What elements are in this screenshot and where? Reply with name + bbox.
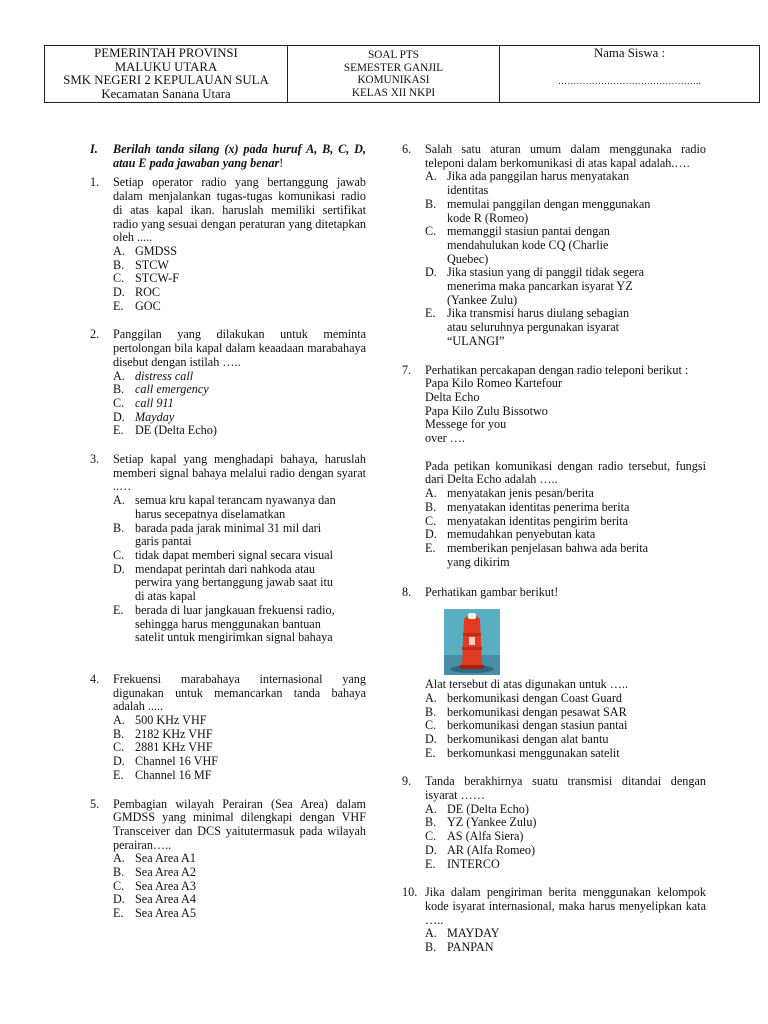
option-d[interactable] [113, 563, 366, 604]
option-letter: E. [113, 767, 124, 782]
question-8 [402, 586, 706, 760]
option-line: Jika ada panggilan harus menyatakan [447, 169, 630, 184]
option-letter: E. [425, 745, 436, 760]
option-letter: E. [113, 906, 124, 921]
option-text: Sea Area A1 [135, 851, 196, 866]
option-letter: B. [113, 257, 125, 272]
option-text [135, 522, 366, 549]
question-5 [90, 798, 366, 921]
option-text [447, 515, 706, 529]
option-line: Jika stasiun yang di panggil tidak segera [447, 265, 644, 280]
option-text: DE (Delta Echo) [447, 801, 529, 816]
option-line: satelit untuk mengirimkan signal bahaya [135, 630, 333, 645]
question-body [113, 176, 366, 313]
option-a[interactable] [425, 803, 706, 817]
question-followup: Alat tersebut di atas digunakan untuk ….. [425, 677, 629, 692]
option-c[interactable] [113, 880, 366, 894]
option-e[interactable] [113, 604, 366, 645]
option-line: mendapat perintah dari nahkoda atau [135, 561, 316, 576]
option-text [447, 225, 706, 266]
option-letter: C. [425, 829, 437, 844]
question-number: 6. [402, 142, 412, 156]
question-body [425, 364, 706, 570]
option-c[interactable] [425, 225, 706, 266]
option-text: ROC [135, 285, 161, 300]
option-c[interactable] [113, 741, 366, 755]
option-text: PANPAN [447, 940, 494, 955]
question-body [425, 775, 706, 871]
subject-line: KOMUNIKASI [357, 74, 430, 87]
option-letter: B. [113, 520, 125, 535]
option-text: Sea Area A4 [135, 892, 196, 907]
instruction-text [113, 143, 366, 170]
option-text: DE (Delta Echo) [135, 423, 217, 438]
question-text: Jika dalam pengiriman berita menggunakan kelompok kode isyarat internasional, maka harus menyelipkan kata ….. [425, 885, 706, 927]
option-text [135, 549, 366, 563]
question-number: 7. [402, 362, 412, 377]
option-a[interactable] [113, 494, 366, 521]
option-d[interactable] [113, 893, 366, 907]
question-body [425, 586, 706, 760]
option-text: 2182 KHz VHF [135, 726, 213, 741]
option-letter: A. [425, 690, 437, 705]
option-letter: D. [113, 561, 125, 576]
option-d[interactable] [113, 755, 366, 769]
question-number: 9. [402, 774, 412, 789]
option-letter: D. [425, 842, 437, 857]
question-body [113, 453, 366, 645]
option-letter: D. [425, 265, 437, 280]
question-text: Pembagian wilayah Perairan (Sea Area) dalam GMDSS yang minimal dilengkapi dengan VHF Transceiver dan DCS yaitutermasuk pada wilayah perairan….. [113, 796, 366, 852]
option-letter: C. [425, 718, 437, 733]
question-3 [90, 453, 366, 645]
option-text: Sea Area A5 [135, 906, 196, 921]
option-b[interactable] [425, 816, 706, 830]
option-text [135, 604, 366, 645]
option-text: MAYDAY [447, 926, 500, 941]
option-line: perwira yang bertanggung jawab saat itu [135, 575, 333, 590]
region-line: MALUKU UTARA [114, 59, 218, 74]
question-2 [90, 328, 366, 438]
option-text: call emergency [135, 382, 209, 397]
option-letter: D. [425, 731, 437, 746]
question-text: Panggilan yang dilakukan untuk meminta pertolongan bila kapal dalam keaadaan marabahaya disebut dengan istilah ….. [113, 327, 366, 369]
option-a[interactable] [113, 370, 366, 384]
semester-line: SEMESTER GANJIL [343, 61, 444, 74]
option-letter: B. [113, 726, 125, 741]
option-d[interactable] [425, 266, 706, 307]
option-letter: C. [425, 224, 437, 239]
option-letter: A. [113, 368, 125, 383]
option-text: AR (Alfa Romeo) [447, 842, 536, 857]
option-a[interactable] [113, 714, 366, 728]
option-e[interactable] [425, 307, 706, 348]
option-text: berkomunkasi menggunakan satelit [447, 745, 620, 760]
option-b[interactable] [113, 383, 366, 397]
header-table [44, 45, 760, 103]
option-text [447, 501, 706, 515]
option-e[interactable] [113, 300, 366, 314]
question-body [113, 328, 366, 438]
option-e[interactable] [113, 907, 366, 921]
option-line: mendahulukan kode CQ (Charlie [447, 237, 609, 252]
question-body [113, 798, 366, 921]
option-letter: C. [113, 271, 125, 286]
option-letter: D. [113, 892, 125, 907]
option-line: identitas [447, 183, 489, 198]
option-line: harus secepatnya diselamatkan [135, 506, 286, 521]
option-line: berada di luar jangkauan frekuensi radio, [135, 602, 335, 617]
option-letter: D. [425, 527, 437, 542]
option-letter: E. [113, 423, 124, 438]
option-line: memanggil stasiun pantai dengan [447, 224, 610, 239]
student-cell [499, 46, 759, 102]
option-d[interactable] [113, 411, 366, 425]
option-text [135, 563, 366, 604]
option-e[interactable] [425, 858, 706, 872]
option-text: call 911 [135, 395, 174, 410]
question-text: Salah satu aturan umum dalam menggunaka radio teleponi dalam berkomunikasi di atas kapal adalah.…. [425, 142, 706, 170]
option-letter: E. [425, 540, 436, 555]
option-text [135, 494, 366, 521]
option-text [447, 307, 706, 348]
option-b[interactable] [425, 941, 706, 955]
option-a[interactable] [113, 852, 366, 866]
option-letter: D. [113, 409, 125, 424]
option-line: atau seluruhnya pergunakan isyarat [447, 320, 620, 335]
province-line: PEMERINTAH PROVINSI [94, 46, 238, 60]
question-text: Perhatikan percakapan dengan radio teleponi berikut : [425, 362, 689, 377]
question-text: Tanda berakhirnya suatu transmisi ditandai dengan isyarat …… [425, 774, 706, 803]
instruction-body: Berilah tanda silang (x) pada huruf A, B, C, D, atau E pada jawaban yang benar [113, 142, 366, 170]
option-line: memudahkan penyebutan kata [447, 527, 596, 542]
option-b[interactable] [113, 259, 366, 273]
option-line: tidak dapat memberi signal secara visual [135, 547, 333, 562]
option-c[interactable] [113, 272, 366, 286]
option-b[interactable] [113, 728, 366, 742]
option-text: berkomunikasi dengan alat bantu [447, 731, 609, 746]
student-name-field[interactable]: ……………………………………….. [558, 75, 701, 86]
class-line: KELAS XII NKPI [351, 86, 436, 99]
option-a[interactable] [425, 927, 706, 941]
question-number: 1. [90, 175, 100, 190]
question-number: 8. [402, 585, 412, 600]
question-number: 4. [90, 671, 100, 686]
question-1 [90, 176, 366, 313]
question-10 [402, 886, 706, 955]
question-4 [90, 673, 366, 783]
exam-cell [287, 46, 499, 102]
option-line: memberikan penjelasan bahwa ada berita [447, 540, 648, 555]
option-b[interactable] [425, 198, 706, 225]
question-text: Setiap operator radio yang bertanggung jawab dalam menjalankan tugas-tugas komunikasi radio di atas kapal ikan. haruslah memiliki sertifikat radio yang sesuai dengan peraturan yang ditetapkan oleh ..... [113, 175, 366, 245]
option-letter: D. [113, 754, 125, 769]
option-letter: C. [113, 547, 125, 562]
option-text: 500 KHz VHF [135, 713, 207, 728]
option-text: Channel 16 VHF [135, 754, 219, 769]
question-number: 2. [90, 327, 100, 342]
question-6 [402, 143, 706, 349]
beacon-cap [468, 613, 476, 619]
option-text [447, 487, 706, 501]
option-letter: B. [113, 382, 125, 397]
option-letter: A. [113, 493, 125, 508]
question-number: 3. [90, 452, 100, 467]
option-letter: A. [425, 801, 437, 816]
option-text: Channel 16 MF [135, 767, 212, 782]
beacon-label [469, 637, 475, 645]
question-7 [402, 364, 706, 570]
option-line: menyatakan jenis pesan/berita [447, 486, 594, 501]
option-b[interactable] [113, 866, 366, 880]
question-9 [402, 775, 706, 871]
option-text [447, 266, 706, 307]
option-letter: B. [425, 499, 437, 514]
option-c[interactable] [425, 515, 706, 529]
question-number: 5. [90, 796, 100, 811]
option-letter: A. [425, 926, 437, 941]
question-text: Perhatikan gambar berikut! [425, 585, 559, 600]
option-letter: B. [425, 815, 437, 830]
student-name-label: Nama Siswa : [593, 46, 666, 60]
option-text: distress call [135, 368, 194, 383]
option-text: INTERCO [447, 856, 500, 871]
option-text [447, 170, 706, 197]
option-letter: B. [425, 940, 437, 955]
option-letter: E. [425, 856, 436, 871]
option-text: STCW [135, 257, 169, 272]
question-body [425, 143, 706, 349]
option-line: menerima maka pancarkan isyarat YZ [447, 279, 633, 294]
option-letter: E. [113, 602, 124, 617]
option-letter: A. [113, 713, 125, 728]
district-line: Kecamatan Sanana Utara [101, 86, 231, 101]
option-b[interactable] [113, 522, 366, 549]
option-letter: B. [425, 704, 437, 719]
option-c[interactable] [113, 397, 366, 411]
question-text: Frekuensi marabahaya internasional yang digunakan untuk memancarkan tanda bahaya adalah ..... [113, 671, 366, 714]
beacon-band [462, 647, 482, 650]
option-line: Quebec) [447, 251, 489, 266]
option-letter: D. [113, 285, 125, 300]
option-letter: C. [113, 878, 125, 893]
exam-type-line: SOAL PTS [368, 49, 419, 61]
beacon-band [463, 633, 481, 636]
option-text: 2881 KHz VHF [135, 740, 213, 755]
option-e[interactable] [113, 424, 366, 438]
option-d[interactable] [425, 733, 706, 747]
option-text [447, 198, 706, 225]
left-column [90, 143, 366, 921]
option-line: garis pantai [135, 534, 192, 549]
beacon-base [460, 665, 484, 669]
option-b[interactable] [425, 706, 706, 720]
option-letter: E. [425, 306, 436, 321]
school-cell [45, 46, 287, 102]
option-line: Jika transmisi harus diulang sebagian [447, 306, 630, 321]
option-text: berkomunikasi dengan Coast Guard [447, 690, 622, 705]
option-text: STCW-F [135, 271, 180, 286]
option-line: menyatakan identitas penerima berita [447, 499, 630, 514]
option-text: GOC [135, 298, 161, 313]
question-body [425, 886, 706, 955]
option-text: GMDSS [135, 243, 177, 258]
option-line: barada pada jarak minimal 31 mil dari [135, 520, 322, 535]
instruction [90, 143, 366, 170]
question-number: 10. [402, 885, 418, 900]
option-line: yang dikirim [447, 554, 510, 569]
option-letter: B. [113, 865, 125, 880]
option-d[interactable] [113, 286, 366, 300]
dialog-line: Messege for you [425, 417, 507, 432]
option-letter: A. [425, 486, 437, 501]
option-line: “ULANGI” [447, 333, 505, 348]
option-line: kode R (Romeo) [447, 210, 529, 225]
option-text: Mayday [135, 409, 175, 424]
option-text [447, 542, 706, 569]
option-letter: C. [113, 395, 125, 410]
option-e[interactable] [425, 747, 706, 761]
option-text: Sea Area A2 [135, 865, 196, 880]
option-text: Sea Area A3 [135, 878, 196, 893]
question-followup: Pada petikan komunikasi dengan radio tersebut, fungsi dari Delta Echo adalah ….. [425, 458, 706, 487]
option-c[interactable] [113, 549, 366, 563]
option-a[interactable] [425, 487, 706, 501]
option-line: memulai panggilan dengan menggunakan [447, 196, 651, 211]
question-body [113, 673, 366, 783]
option-d[interactable] [425, 528, 706, 542]
option-e[interactable] [113, 769, 366, 783]
dialog-line: Papa Kilo Zulu Bissotwo [425, 403, 548, 418]
instruction-tail: ! [279, 155, 284, 170]
option-line: menyatakan identitas pengirim berita [447, 513, 629, 528]
option-line: di atas kapal [135, 589, 196, 604]
epirb-beacon-image [444, 609, 500, 675]
option-c[interactable] [425, 830, 706, 844]
option-letter: C. [113, 740, 125, 755]
option-line: (Yankee Zulu) [447, 292, 518, 307]
option-text: AS (Alfa Siera) [447, 829, 524, 844]
option-a[interactable] [113, 245, 366, 259]
option-line: sehingga harus menggunakan bantuan [135, 616, 321, 631]
right-column [402, 143, 706, 955]
dialog-line: Papa Kilo Romeo Kartefour [425, 376, 563, 391]
option-letter: A. [113, 243, 125, 258]
option-letter: A. [113, 851, 125, 866]
option-text: berkomunikasi dengan stasiun pantai [447, 718, 628, 733]
dialog-line: over …. [425, 431, 465, 446]
option-letter: A. [425, 169, 437, 184]
option-letter: B. [425, 196, 437, 211]
option-e[interactable] [425, 542, 706, 569]
instruction-number: I. [90, 142, 98, 156]
school-name-line: SMK NEGERI 2 KEPULAUAN SULA [63, 73, 269, 88]
option-text: YZ (Yankee Zulu) [447, 815, 537, 830]
option-a[interactable] [425, 692, 706, 706]
option-text: berkomunikasi dengan pesawat SAR [447, 704, 627, 719]
option-d[interactable] [425, 844, 706, 858]
option-letter: E. [113, 298, 124, 313]
dialog-line: Delta Echo [425, 389, 480, 404]
option-line: semua kru kapal terancam nyawanya dan [135, 493, 336, 508]
option-c[interactable] [425, 719, 706, 733]
option-text [447, 528, 706, 542]
option-a[interactable] [425, 170, 706, 197]
option-b[interactable] [425, 501, 706, 515]
question-text: Setiap kapal yang menghadapi bahaya, haruslah memberi signal bahaya melalui radio dengan syarat ..… [113, 452, 366, 494]
option-letter: C. [425, 513, 437, 528]
